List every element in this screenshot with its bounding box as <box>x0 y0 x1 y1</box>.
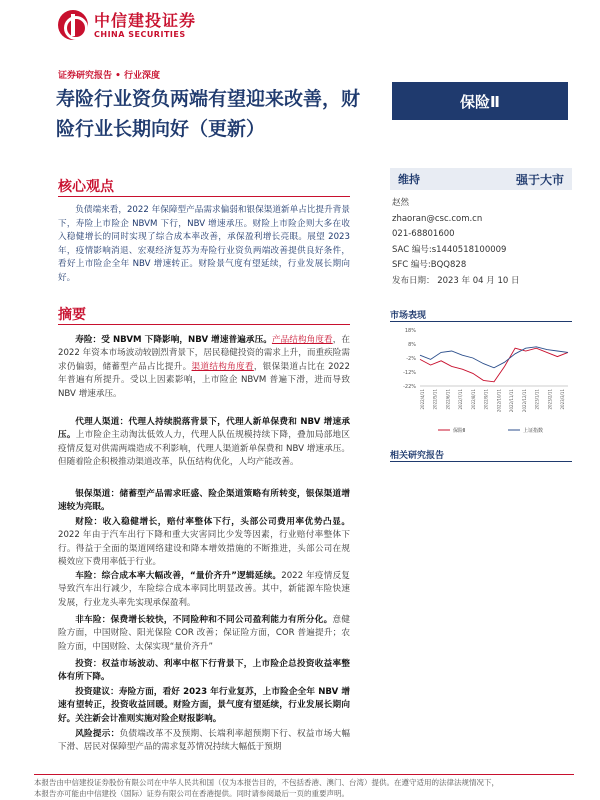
x-tick-label: 2023/2/11 <box>547 389 553 410</box>
legend-label-1: 上证指数 <box>523 428 544 434</box>
summary-p1-bold: 寿险：受 NBVM 下降影响，NBV 增速普遍承压。 <box>75 335 272 345</box>
summary-p9-bold: 风险提示： <box>75 729 120 739</box>
core-text: 负债端来看，2022 年保障型产品需求偏弱和银保渠道新单占比提升背景下，寿险上市险企 NBVM 下行，NBV 增速承压。财险上市险企则大多在收入稳健增长的同时实现了综合成本率改善，承保盈利增长亮眼。展望 2023 年，疫情影响消退、宏观经济复苏为寿险行业资负两端改善提供良好条件，看好上市险企全年 NBV 增速转正。财险景气度有望延续，行业发展长期向好。 <box>58 205 350 283</box>
x-tick-label: 2022/4/11 <box>420 389 425 410</box>
x-tick-label: 2022/6/11 <box>445 389 451 410</box>
summary-p4-text: 2022 年由于汽车出行下降和重大灾害同比少发等因素，行业赔付率整体下行。得益于全面的渠道网络建设和降本增效措施的不断推进，头部公司在规模效应下费用率低于行业。 <box>58 530 350 568</box>
market-divider <box>390 321 572 322</box>
logo-cn: 中信建投证券 <box>94 10 197 30</box>
x-tick-label: 2022/12/11 <box>521 389 527 413</box>
summary-p1-red2: 渠道结构角度看 <box>191 361 254 372</box>
logo-en: CHINA SECURITIES <box>94 29 186 39</box>
summary-p7-bold: 投资：权益市场波动、利率中枢下行背景下，上市险企总投资收益率整体有所下降。 <box>58 659 350 683</box>
x-tick-label: 2023/1/11 <box>534 389 540 410</box>
summary-p2-bold: 代理人渠道：代理人持续脱落背景下，代理人新单保费和 NBV 增速承压。 <box>58 417 350 441</box>
summary-p7 <box>58 658 350 685</box>
summary-p6 <box>58 614 350 654</box>
analyst-sfc: SFC 编号:BQQ828 <box>392 260 467 270</box>
analyst-email[interactable]: zhaoran@csc.com.cn <box>392 213 483 224</box>
core-divider <box>58 196 350 197</box>
x-tick-label: 2022/10/11 <box>496 389 502 413</box>
related-reports-title: 相关研究报告 <box>390 451 445 461</box>
summary-p4 <box>58 516 350 570</box>
footer-line2: 本报告亦可能由中信建投（国际）证券有限公司在香港提供。同时请参阅最后一页的重要声明。 <box>34 789 349 798</box>
summary-p5-text: 2022 年疫情反复导致汽车出行减少，车险综合成本率同比明显改善。其中，新能源车险快速发展，行业龙头率先实现承保盈利。 <box>58 571 350 608</box>
page-title: 寿险行业资负两端有望迎来改善，财险行业长期向好（更新） <box>56 88 361 140</box>
related-divider <box>390 461 572 462</box>
x-tick-label: 2022/7/11 <box>458 389 464 410</box>
x-tick-label: 2022/9/11 <box>483 389 489 410</box>
summary-p9 <box>58 728 350 755</box>
market-performance-chart <box>390 324 572 436</box>
summary-p8 <box>58 686 350 726</box>
summary-p5 <box>58 570 350 610</box>
y-tick-label: -2% <box>406 356 416 362</box>
summary-p8-bold: 投资建议：寿险方面，看好 2023 年行业复苏，上市险企全年 NBV 增速有望转正，投资收益回暖。财险方面，景气度有望延续，行业发展长期向好。关注新会计准则实施对险企财报影响。 <box>58 687 350 724</box>
analyst-name: 赵然 <box>392 198 410 208</box>
summary-p5-bold: 车险：综合成本率大幅改善，“量价齐升”逻辑延续。 <box>75 571 282 581</box>
analyst-phone: 021-68801600 <box>392 229 455 239</box>
summary-p4-bold: 财险：收入稳健增长，赔付率整体下行，头部公司费用率优势凸显。 <box>75 517 350 527</box>
footer-disclaimer <box>34 774 574 799</box>
series-line-0 <box>420 348 568 382</box>
summary-p1-text2: ，银保渠道占比在 2022 年普遍有所提升。受以上因素影响，上市险企 NBVM 普遍下滑，进而导致 NBV 增速承压。 <box>58 361 350 399</box>
summary-p6-text: 意健险方面，中国财险、阳光保险 COR 改善；保证险方面，COR 普遍提升；农险方面，中国财险、太保实现“量价齐升” <box>58 615 350 652</box>
y-tick-label: 18% <box>404 328 416 334</box>
rating-bar <box>390 168 572 190</box>
summary-p3 <box>58 488 350 515</box>
summary-divider <box>58 324 350 325</box>
logo-mark-icon <box>58 10 88 40</box>
summary-p2-text: 上市险企主动淘汰低效人力，代理人队伍规模持续下降，叠加局部地区疫情反复对供需两端造成不利影响，代理人渠道新单保费和 NBV 增速承压。但随着险企积极推动渠道改革，队伍结构优化，人均产能改善。 <box>58 430 350 468</box>
x-tick-label: 2022/11/11 <box>509 389 515 413</box>
summary-p3-bold: 银保渠道：储蓄型产品需求旺盛、险企渠道策略有所转变，银保渠道增速较为亮眼。 <box>58 489 350 513</box>
y-tick-label: -12% <box>403 370 416 376</box>
logo <box>58 10 196 40</box>
y-tick-label: 8% <box>408 342 416 348</box>
footer-line1: 本报告由中信建投证券股份有限公司在中华人民共和国（仅为本报告目的，不包括香港、澳门、台湾）提供。在遵守适用的法律法规情况下， <box>34 778 499 787</box>
summary-heading: 摘要 <box>58 307 86 323</box>
industry-badge: 保险Ⅱ <box>392 82 568 120</box>
rating-value: 强于大市 <box>515 172 564 187</box>
x-tick-label: 2023/3/11 <box>560 389 565 410</box>
legend-label-0: 保险Ⅱ <box>453 428 466 434</box>
analyst-info <box>392 196 519 289</box>
core-heading: 核心观点 <box>58 179 114 195</box>
summary-p9-text: 负债端改革不及预期、长端利率超预期下行、权益市场大幅下滑、居民对保障型产品的需求复苏情况持续大幅低于预期 <box>58 729 350 753</box>
summary-p2 <box>58 416 350 470</box>
publish-date: 发布日期： 2023 年 04 月 10 日 <box>392 275 520 286</box>
y-tick-label: -22% <box>403 384 416 390</box>
summary-p1-red1: 产品结构角度看 <box>271 335 333 345</box>
x-tick-label: 2022/8/11 <box>470 389 476 410</box>
x-tick-label: 2022/5/11 <box>432 389 438 410</box>
summary-p1 <box>58 334 350 401</box>
rating-maintain: 维持 <box>398 173 420 186</box>
report-type: 证券研究报告 • 行业深度 <box>58 71 161 81</box>
summary-p6-bold: 非车险：保费增长较快，不同险种和不同公司盈利能力有所分化。 <box>75 615 333 625</box>
market-performance-title: 市场表现 <box>390 311 427 321</box>
series-line-1 <box>420 347 568 368</box>
analyst-sac: SAC 编号:s1440518100009 <box>392 244 507 255</box>
summary-p1-text1: ，在 2022 年资本市场波动较剧烈背景下，居民稳健投资的需求上升，而重疾险需求仍偏弱，储蓄型产品占比提升。 <box>58 335 350 372</box>
